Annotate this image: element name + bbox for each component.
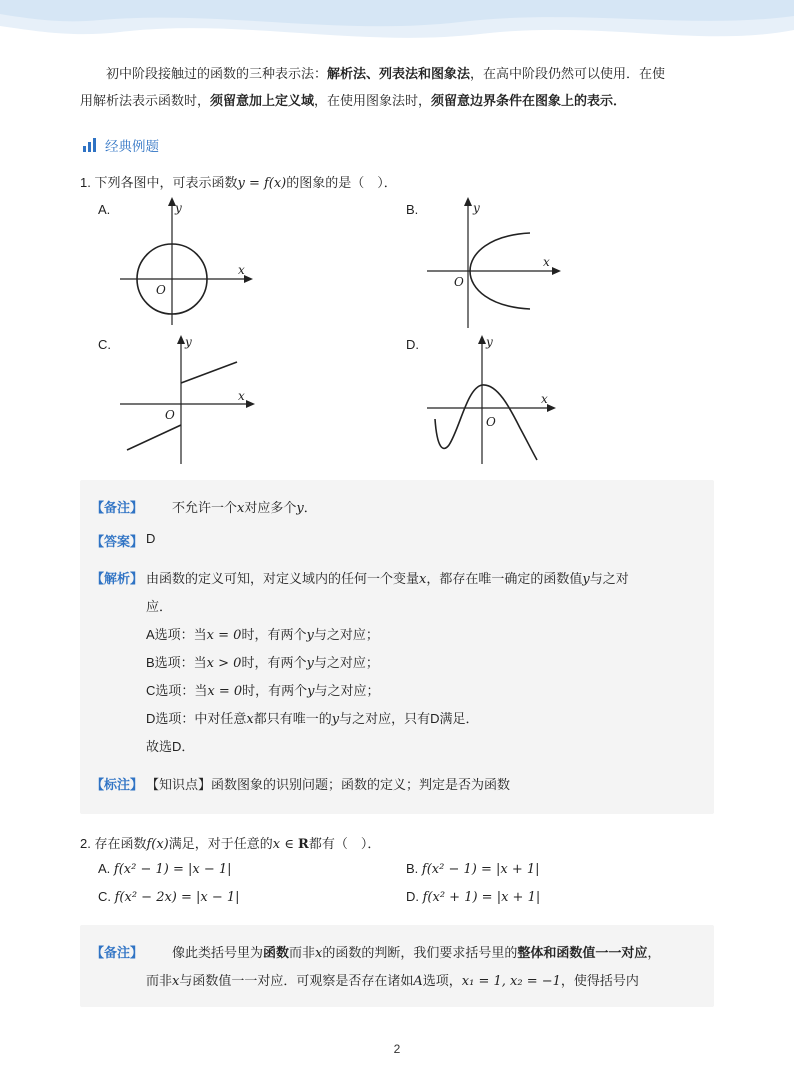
analysis-tag: 【解析】 — [91, 571, 144, 586]
analysis-option-b — [146, 652, 379, 671]
y-label: y — [473, 201, 480, 215]
stem-text: 都有（ ）． — [308, 836, 381, 851]
note-part: 对应多个 — [244, 500, 297, 515]
note-text — [172, 497, 317, 516]
question-1-stem — [80, 172, 397, 191]
x-label: x — [238, 389, 245, 403]
x-axis-arrow — [244, 275, 253, 283]
analysis-var: x — [246, 712, 254, 727]
x-axis-arrow — [552, 267, 561, 275]
q2-option-d — [406, 889, 540, 905]
note-tag: 【备注】 — [91, 500, 144, 515]
analysis-option-c — [146, 680, 380, 699]
analysis-part: 时，有两个 — [242, 683, 308, 698]
origin-label: O — [165, 408, 175, 422]
y-label: y — [486, 335, 493, 349]
note-math: x₁ = 1, x₂ = −1 — [461, 974, 561, 989]
stem-math: y = f(x) — [237, 176, 287, 191]
note-part: 像此类括号里为 — [172, 945, 264, 960]
q2-note-box — [80, 925, 714, 1007]
note-part: ． — [303, 500, 317, 515]
answer-value: D — [146, 531, 156, 546]
note-var: A — [413, 974, 423, 989]
analysis-math: x > 0 — [206, 656, 242, 671]
note-part: 而非 — [146, 973, 173, 988]
upper-ray — [181, 362, 237, 383]
note-part: 选项， — [422, 973, 462, 988]
option-math: f(x² − 1) = |x + 1| — [421, 862, 540, 877]
option-label: C. — [98, 889, 111, 904]
analysis-part: 与之对应； — [314, 683, 380, 698]
analysis-math: x = 0 — [207, 684, 243, 699]
option-label: D. — [406, 889, 419, 904]
analysis-part: 与之对应； — [313, 655, 379, 670]
analysis-part: D选项：中对任意 — [146, 711, 247, 726]
analysis-part: 与之对应，只有D满足． — [339, 711, 479, 726]
y-axis-arrow — [464, 197, 472, 206]
y-axis-arrow — [177, 335, 185, 344]
intro-bold: 须留意边界条件在图象上的表示． — [431, 93, 627, 108]
analysis-var: y — [331, 712, 340, 727]
option-label-b: B. — [406, 202, 419, 217]
option-label-c: C. — [98, 337, 111, 352]
q2-option-b — [406, 861, 540, 877]
note-part: 的函数的判断，我们要求括号里的 — [322, 945, 518, 960]
q2-option-c — [98, 889, 240, 905]
analysis-part: 与之对应； — [313, 627, 379, 642]
analysis-part: 与之对 — [589, 571, 629, 586]
origin-label: O — [454, 275, 464, 289]
stem-math-r: R — [298, 837, 309, 852]
y-axis-arrow — [478, 335, 486, 344]
analysis-var: x — [419, 572, 427, 587]
note-line-2 — [146, 970, 639, 989]
option-label: B. — [406, 861, 419, 876]
x-label: x — [238, 263, 245, 277]
intro-text: ，在高中阶段仍然可以使用．在使 — [470, 66, 666, 81]
q2-option-a — [98, 861, 232, 877]
intro-bold: 解析法、列表法和图象法 — [327, 66, 471, 81]
note-part: 不允许一个 — [172, 500, 238, 515]
note-bold: 函数 — [263, 945, 290, 960]
lower-ray — [127, 425, 181, 450]
option-math: f(x² − 1) = |x − 1| — [113, 862, 232, 877]
note-part: 而非 — [289, 945, 316, 960]
header-wave-decoration — [0, 0, 794, 60]
option-label: A. — [98, 861, 111, 876]
note-var: y — [296, 501, 304, 516]
analysis-part: 都只有唯一的 — [253, 711, 332, 726]
section-header — [83, 135, 159, 155]
option-math: f(x² + 1) = |x + 1| — [422, 890, 541, 905]
note-var: x — [237, 501, 245, 516]
option-label-a: A. — [98, 202, 111, 217]
analysis-conclusion: 故选D． — [146, 739, 195, 754]
note-bold: 整体和函数值一一对应 — [517, 945, 648, 960]
answer-tag: 【答案】 — [91, 534, 144, 549]
analysis-line-2: 应． — [146, 599, 173, 614]
analysis-part: ，都存在唯一确定的函数值 — [426, 571, 583, 586]
intro-paragraph — [80, 60, 720, 114]
question-2-stem — [80, 833, 380, 852]
analysis-var: y — [307, 684, 315, 699]
analysis-part: A选项：当 — [146, 627, 207, 642]
graph-b-parabola — [425, 195, 565, 330]
stem-math: f(x) — [146, 837, 169, 852]
analysis-part: 时，有两个 — [241, 655, 307, 670]
note-part: ， — [647, 945, 661, 960]
note-tag: 【备注】 — [91, 945, 144, 960]
analysis-var: y — [582, 572, 590, 587]
label-tag: 【标注】 — [91, 777, 144, 792]
x-label: x — [543, 255, 550, 269]
stem-text: 的图象的是（ ）． — [286, 175, 397, 190]
y-label: y — [175, 201, 182, 215]
x-axis-arrow — [246, 400, 255, 408]
label-text: 【知识点】函数图象的识别问题；函数的定义；判定是否为函数 — [146, 777, 511, 792]
graph-d-cubic — [425, 333, 565, 468]
x-axis-arrow — [547, 404, 556, 412]
note-var: x — [315, 946, 323, 961]
note-part: 与函数值一一对应．可观察是否存在诸如 — [179, 973, 414, 988]
note-part: ，使得括号内 — [560, 973, 639, 988]
q1-explanation-box — [80, 480, 714, 814]
stem-text: 2. 存在函数 — [80, 836, 147, 851]
stem-text: 1. 下列各图中，可表示函数 — [80, 175, 238, 190]
analysis-line-1 — [146, 568, 629, 587]
note-line-1 — [172, 942, 660, 961]
intro-text: 用解析法表示函数时， — [80, 93, 211, 108]
analysis-math: x = 0 — [206, 628, 242, 643]
intro-text: ，在使用图象法时， — [314, 93, 432, 108]
option-label-d: D. — [406, 337, 419, 352]
analysis-option-a — [146, 624, 379, 643]
stem-text: 满足，对于任意的 — [168, 836, 273, 851]
x-label: x — [541, 392, 548, 406]
bar-chart-icon — [83, 138, 97, 152]
note-var: x — [172, 974, 180, 989]
analysis-part: 时，有两个 — [241, 627, 307, 642]
intro-bold: 须留意加上定义域 — [210, 93, 315, 108]
analysis-part: B选项：当 — [146, 655, 207, 670]
analysis-var: y — [306, 656, 314, 671]
analysis-part: C选项：当 — [146, 683, 208, 698]
stem-math: x ∈ — [272, 837, 299, 852]
intro-text: 初中阶段接触过的函数的三种表示法： — [106, 66, 328, 81]
page-number: 2 — [393, 1042, 401, 1056]
origin-label: O — [156, 283, 166, 297]
analysis-part: 由函数的定义可知，对定义域内的任何一个变量 — [146, 571, 420, 586]
section-title: 经典例题 — [105, 139, 159, 154]
graph-c-rays — [115, 333, 260, 468]
origin-label: O — [486, 415, 496, 429]
analysis-option-d — [146, 708, 479, 727]
y-label: y — [185, 335, 192, 349]
option-math: f(x² − 2x) = |x − 1| — [114, 890, 240, 905]
analysis-var: y — [306, 628, 314, 643]
graph-a-circle — [115, 195, 255, 325]
